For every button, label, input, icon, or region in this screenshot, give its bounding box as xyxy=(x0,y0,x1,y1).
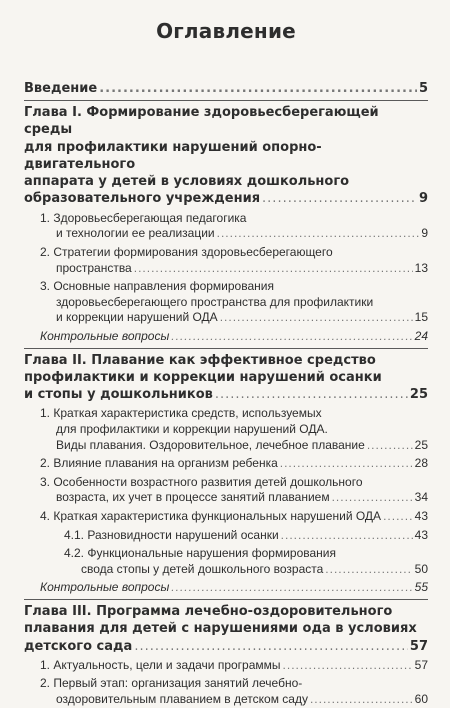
toc-entry-line xyxy=(40,310,428,326)
leader-dots xyxy=(134,261,413,277)
toc-entry-line: аппарата у детей в условиях дошкольного xyxy=(24,174,350,190)
toc-section[interactable] xyxy=(24,456,428,472)
toc-entry-line xyxy=(24,386,428,403)
toc-chapter[interactable] xyxy=(24,104,428,208)
toc-entry-page: 57 xyxy=(414,657,428,672)
leader-dots xyxy=(283,658,413,674)
leader-dots xyxy=(215,386,408,403)
toc-entry-label: Контрольные вопросы xyxy=(40,328,170,343)
toc-entry-line xyxy=(24,638,428,655)
toc-subsection[interactable] xyxy=(24,528,428,544)
toc-entry-intro[interactable] xyxy=(24,80,428,97)
toc-entry-label: образовательного учреждения xyxy=(24,191,261,207)
toc-control-questions[interactable] xyxy=(24,580,428,596)
toc-entry-page: 24 xyxy=(414,328,428,343)
table-of-contents xyxy=(24,80,428,708)
toc-entry-page: 25 xyxy=(409,387,428,403)
toc-separator xyxy=(24,100,428,101)
toc-section[interactable] xyxy=(24,211,428,242)
toc-section[interactable] xyxy=(24,658,428,674)
toc-entry-line xyxy=(40,226,428,242)
toc-entry-label: и коррекции нарушений ОДА xyxy=(56,310,218,325)
toc-entry-page: 28 xyxy=(414,456,428,471)
toc-entry-line xyxy=(64,528,428,544)
toc-entry-line: для профилактики и коррекции нарушений ОДА. xyxy=(56,422,328,437)
toc-entry-line xyxy=(40,456,428,472)
toc-entry-page: 9 xyxy=(421,226,428,241)
toc-entry-line xyxy=(40,692,428,708)
toc-separator xyxy=(24,348,428,349)
toc-entry-line: Глава I. Формирование здоровьесберегающей среды xyxy=(24,105,379,138)
toc-entry-label: 1. Актуальность, цели и задачи программы xyxy=(40,657,281,672)
toc-entry-page: 43 xyxy=(414,508,428,523)
leader-dots xyxy=(281,528,413,544)
toc-chapter[interactable] xyxy=(24,603,428,655)
toc-entry-line: 2. Первый этап: организация занятий лечебно- xyxy=(40,676,303,691)
toc-entry-line xyxy=(40,438,428,454)
toc-entry-label: и технологии ее реализации xyxy=(56,226,215,241)
toc-control-questions[interactable] xyxy=(24,329,428,345)
toc-entry-label: Контрольные вопросы xyxy=(40,580,170,595)
leader-dots xyxy=(367,438,413,454)
toc-entry-page: 25 xyxy=(414,437,428,452)
toc-entry-page: 15 xyxy=(414,310,428,325)
leader-dots xyxy=(217,226,420,242)
toc-entry-page: 43 xyxy=(414,527,428,542)
toc-entry-page: 34 xyxy=(414,490,428,505)
leader-dots xyxy=(171,329,412,345)
toc-entry-line xyxy=(40,658,428,674)
toc-entry-label: 4.1. Разновидности нарушений осанки xyxy=(64,527,279,542)
toc-entry-line: 3. Особенности возрастного развития детей дошкольного xyxy=(40,474,363,489)
toc-entry-line: Глава III. Программа лечебно-оздоровительного xyxy=(24,603,393,619)
toc-entry-line xyxy=(40,329,428,345)
toc-entry-page: 9 xyxy=(418,191,428,207)
toc-entry-label: детского сада xyxy=(24,638,133,654)
toc-entry-line: 3. Основные направления формирования xyxy=(40,279,274,294)
toc-entry-line: 4.2. Функциональные нарушения формирования xyxy=(64,546,336,561)
toc-section[interactable] xyxy=(24,475,428,506)
toc-section[interactable] xyxy=(24,676,428,707)
toc-entry-label: оздоровительным плаванием в детском саду xyxy=(56,692,308,707)
toc-separator xyxy=(24,599,428,600)
toc-entry-page: 55 xyxy=(414,580,428,595)
toc-entry-page: 5 xyxy=(418,81,428,96)
toc-entry-line: 1. Краткая характеристика средств, используемых xyxy=(40,406,322,421)
toc-entry-line xyxy=(40,580,428,596)
toc-subsection[interactable] xyxy=(24,546,428,577)
toc-entry-label: свода стопы у детей дошкольного возраста xyxy=(81,561,324,576)
leader-dots xyxy=(280,456,413,472)
toc-entry-line: 1. Здоровьесберегающая педагогика xyxy=(40,210,247,225)
toc-entry-label: Введение xyxy=(24,81,98,96)
leader-dots xyxy=(99,80,417,97)
leader-dots xyxy=(332,490,413,506)
leader-dots xyxy=(310,692,413,708)
toc-entry-line: для профилактики нарушений опорно-двигательного xyxy=(24,139,322,172)
toc-entry-line: здоровьесберегающего пространства для профилактики xyxy=(56,294,374,309)
toc-entry-page: 50 xyxy=(414,561,428,576)
leader-dots xyxy=(134,638,408,655)
toc-entry-label: пространства xyxy=(56,260,132,275)
toc-entry-line xyxy=(24,190,428,207)
leader-dots xyxy=(262,190,417,207)
toc-entry-line: плавания для детей с нарушениями ода в условиях xyxy=(24,621,417,637)
toc-entry-page: 60 xyxy=(414,692,428,707)
leader-dots xyxy=(325,562,412,578)
toc-entry-line: 2. Стратегии формирования здоровьесберегающего xyxy=(40,244,333,259)
toc-entry-page: 57 xyxy=(409,638,428,654)
toc-section[interactable] xyxy=(24,406,428,453)
toc-entry-line: Глава II. Плавание как эффективное средство xyxy=(24,352,376,368)
toc-section[interactable] xyxy=(24,509,428,525)
leader-dots xyxy=(383,509,413,525)
toc-entry-line xyxy=(40,490,428,506)
leader-dots xyxy=(220,310,413,326)
toc-section[interactable] xyxy=(24,279,428,326)
toc-entry-label: Виды плавания. Оздоровительное, лечебное плавание xyxy=(56,437,365,452)
toc-section[interactable] xyxy=(24,245,428,276)
page-title: Оглавление xyxy=(156,19,296,43)
leader-dots xyxy=(171,580,412,596)
toc-entry-line xyxy=(64,562,428,578)
toc-entry-line xyxy=(40,509,428,525)
toc-entry-label: возраста, их учет в процессе занятий плаванием xyxy=(56,490,330,505)
toc-entry-page: 13 xyxy=(414,260,428,275)
toc-entry-label: 2. Влияние плавания на организм ребенка xyxy=(40,456,278,471)
toc-entry-line xyxy=(40,261,428,277)
toc-entry-label: 4. Краткая характеристика функциональных нарушений ОДА xyxy=(40,508,382,523)
toc-entry-label: и стопы у дошкольников xyxy=(24,387,213,403)
toc-entry-line: профилактики и коррекции нарушений осанки xyxy=(24,369,382,385)
toc-chapter[interactable] xyxy=(24,352,428,404)
